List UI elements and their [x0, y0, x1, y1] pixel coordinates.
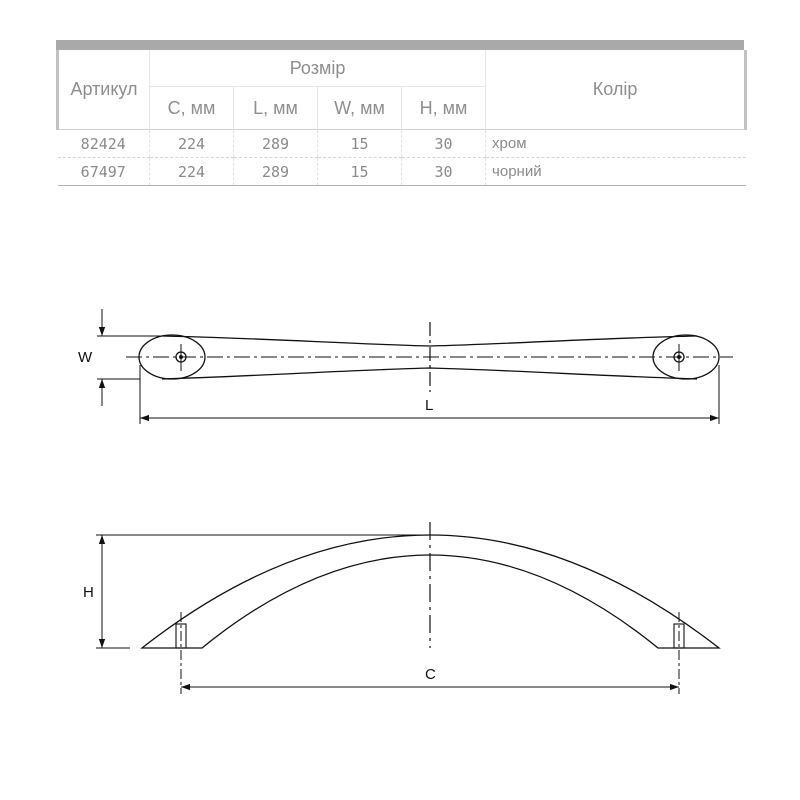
- cell-l: 289: [234, 130, 318, 158]
- cell-article: 82424: [58, 130, 150, 158]
- header-article: Артикул: [58, 50, 150, 130]
- header-h: H, мм: [402, 87, 486, 130]
- cell-w: 15: [318, 158, 402, 186]
- top-view: [97, 309, 733, 424]
- cell-color: хром: [486, 130, 746, 158]
- header-color: Колір: [486, 50, 746, 130]
- header-c: C, мм: [150, 87, 234, 130]
- header-l: L, мм: [234, 87, 318, 130]
- h-label: H: [83, 584, 94, 601]
- cell-h: 30: [402, 130, 486, 158]
- header-w: W, мм: [318, 87, 402, 130]
- header-size-group: Розмір: [150, 50, 486, 87]
- side-view: [96, 522, 719, 694]
- cell-h: 30: [402, 158, 486, 186]
- l-label: L: [425, 397, 434, 414]
- w-label: W: [78, 349, 93, 366]
- cell-color: чорний: [486, 158, 746, 186]
- cell-l: 289: [234, 158, 318, 186]
- cell-w: 15: [318, 130, 402, 158]
- cell-c: 224: [150, 130, 234, 158]
- cell-c: 224: [150, 158, 234, 186]
- c-label: C: [425, 666, 436, 683]
- cell-article: 67497: [58, 158, 150, 186]
